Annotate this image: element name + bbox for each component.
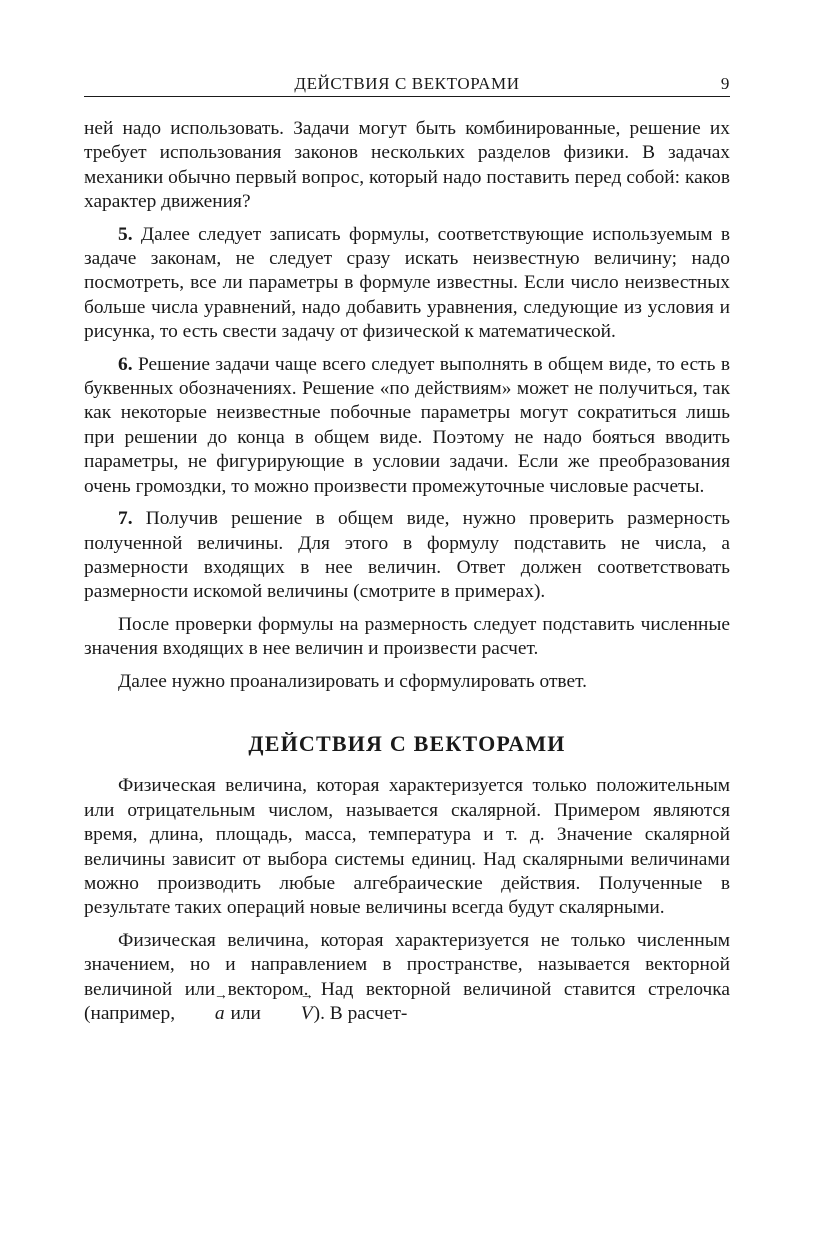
item-number-6: 6. bbox=[118, 353, 133, 375]
body-text bbox=[84, 117, 730, 1026]
item-text-7: Получив решение в общем виде, нужно проверить размерность полученной величины. Для этого в формулу подставить не числа, а размерности входящих в нее величин. Ответ должен соответствовать размерности искомой величины (смотрите в примерах). bbox=[84, 508, 730, 603]
paragraph-scalar: Физическая величина, которая характеризуется только положительным или отрицательным числом, называется скалярной. Примером являются время, длина, площадь, масса, температура и т. д. Значение скалярной величины зависит от выбора системы единиц. Над скалярными величинами можно производить любые алгебраические действия. Полученные в результате таких операций новые величины всегда будут скалярными. bbox=[84, 775, 730, 919]
vector-text-mid: или bbox=[230, 1003, 261, 1024]
paragraph-analyze: Далее нужно проанализировать и сформулировать ответ. bbox=[118, 670, 587, 692]
book-page bbox=[84, 72, 730, 1034]
vector-v-symbol: → V bbox=[266, 1002, 314, 1026]
item-text-5: Далее следует записать формулы, соответствующие используемым в задаче законам, не следует сразу искать неизвестную величину; надо посмотреть, все ли параметры в формуле известны. Если число неизвестных больше числа уравнений, надо добавить уравнения, следующие из условия и рисунка, то есть свести задачу от физической к математической. bbox=[84, 223, 730, 343]
paragraph-item-6 bbox=[84, 353, 730, 499]
paragraph-item-5 bbox=[84, 223, 730, 345]
page-header bbox=[84, 72, 730, 97]
section-heading: ДЕЙСТВИЯ С ВЕКТОРАМИ bbox=[248, 730, 566, 756]
vector-a-symbol: → a bbox=[180, 1002, 226, 1026]
paragraph-continuation: ней надо использовать. Задачи могут быть комбинированные, решение их требует использования законов нескольких разделов физики. В задачах механики обычно первый вопрос, который надо поставить перед собой: каков характер движения? bbox=[84, 118, 730, 213]
vector-text-start: Физическая величина, которая характеризуется не только численным значением, но и направлением в пространстве, называется векторной величиной или вектором. Над векторной величиной ставится стрелочка (например, bbox=[84, 929, 730, 1024]
paragraph-item-7 bbox=[84, 507, 730, 605]
item-number-7: 7. bbox=[118, 508, 133, 530]
running-title: ДЕЙСТВИЯ С ВЕКТОРАМИ bbox=[294, 74, 520, 93]
paragraph-vector bbox=[84, 929, 730, 1027]
item-text-6: Решение задачи чаще всего следует выполнять в общем виде, то есть в буквенных обозначениях. Решение «по действиям» может не получиться, так как некоторые неизвестные побочные параметры могут сократиться лишь при решении до конца в общем виде. Поэтому не надо бояться вводить параметры, не фигурирующие в условии задачи. Если же преобразования очень громоздки, то можно произвести промежуточные числовые расчеты. bbox=[84, 353, 730, 497]
page-number: 9 bbox=[720, 74, 730, 93]
paragraph-dimension-check: После проверки формулы на размерность следует подставить численные значения входящих в нее величин и произвести расчет. bbox=[84, 613, 730, 660]
item-number-5: 5. bbox=[118, 223, 133, 245]
vector-text-end: ). В расчет- bbox=[313, 1003, 408, 1024]
